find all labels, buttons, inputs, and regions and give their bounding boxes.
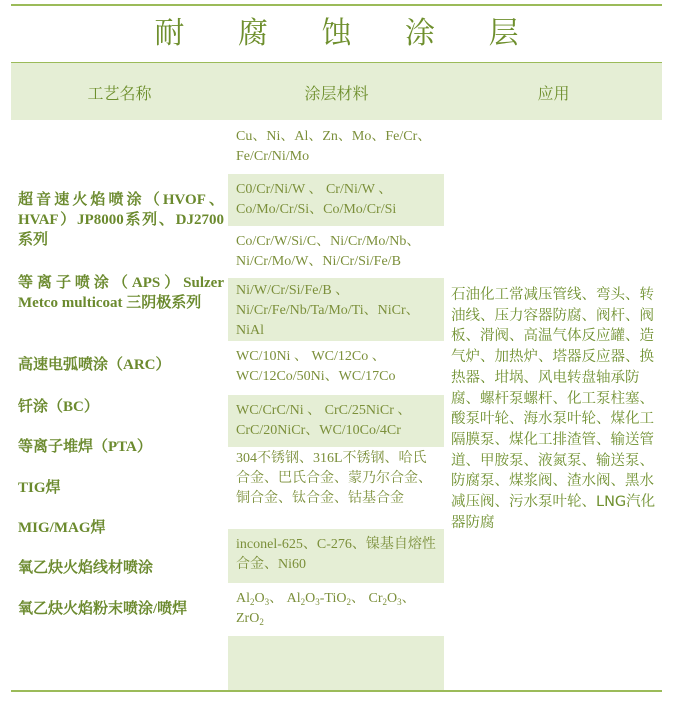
process-item: 等离子堆焊（PTA）: [18, 439, 152, 455]
table-header: [11, 62, 662, 120]
bottom-divider: [11, 690, 662, 692]
process-item: 高速电弧喷涂（ARC）: [18, 357, 171, 373]
process-item: 等离子喷涂（APS）Sulzer Metco multicoat 三阴极系列: [18, 275, 224, 311]
application-text: 石油化工常减压管线、弯头、转油线、压力容器防腐、阀杆、阀板、滑阀、高温气体反应罐、造气炉、加热炉、塔器反应器、换热器、坩埚、风电转盘轴承防腐、螺杆泵螺杆、化工泵柱塞、酸泵叶轮、海水泵叶轮、煤化工隔膜泵、煤化工排渣管、输送管道、甲胺泵、液氮泵、输送泵、防腐泵、煤浆阀、渣水阀、黑水减压阀、污水泵叶轮、LNG汽化器防腐: [451, 287, 656, 531]
material-cell: Co/Cr/W/Si/C、Ni/Cr/Mo/Nb、Ni/Cr/Mo/W、Ni/Cr/Si/Fe/B: [236, 234, 421, 269]
process-item: 氧乙炔火焰线材喷涂: [18, 560, 154, 576]
process-item: 钎涂（BC）: [18, 399, 99, 415]
material-cell: WC/10Ni 、 WC/12Co 、WC/12Co/50Ni、WC/17Co: [236, 349, 396, 384]
header-application: 应用: [537, 84, 570, 103]
material-cell: Ni/W/Cr/Si/Fe/B 、Ni/Cr/Fe/Nb/Ta/Mo/Ti、NiCr、NiAl: [228, 278, 444, 341]
page-title: 耐 腐 蚀 涂 层: [154, 16, 541, 51]
material-cell: WC/CrC/Ni 、 CrC/25NiCr 、CrC/20NiCr、WC/10Co/4Cr: [228, 395, 444, 447]
process-item: MIG/MAG焊: [18, 520, 106, 536]
process-item: 氧乙炔火焰粉末喷涂/喷焊: [18, 601, 188, 617]
process-item: 超音速火焰喷涂（HVOF、HVAF）JP8000系列、DJ2700系列: [18, 192, 224, 248]
material-cell: Cu、Ni、Al、Zn、Mo、Fe/Cr、Fe/Cr/Ni/Mo: [236, 129, 432, 164]
material-cell: inconel-625、C-276、镍基自熔性合金、Ni60: [228, 529, 444, 583]
header-process-name: 工艺名称: [87, 84, 152, 103]
material-cell-oxides: $Al_2O_3$、 $Al_2O_3-TiO_2$、 $Cr_2O_3$、 ZrO$_2$: [236, 591, 416, 627]
header-coating-material: 涂层材料: [304, 84, 369, 103]
process-item: TIG焊: [18, 480, 61, 496]
material-cell: 304不锈钢、316L不锈钢、哈氏合金、巴氏合金、蒙乃尔合金、铜合金、钛合金、钴基合金: [236, 451, 432, 506]
material-cell-empty: [228, 636, 444, 690]
material-cell: C0/Cr/Ni/W 、 Cr/Ni/W 、Co/Mo/Cr/Si、Co/Mo/Cr/Si: [228, 174, 444, 226]
top-divider: [11, 4, 662, 6]
